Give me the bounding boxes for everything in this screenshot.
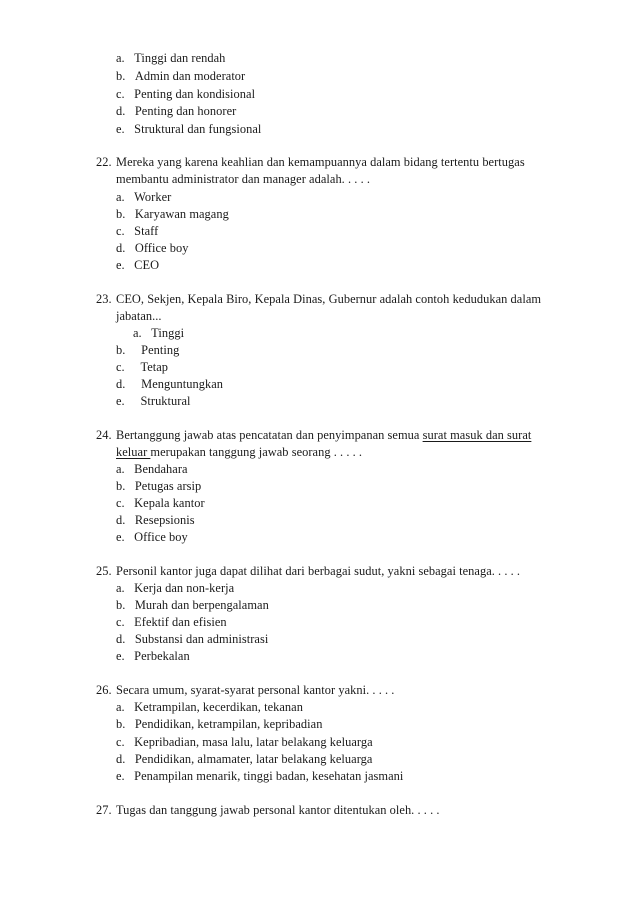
q22-text-line1: Mereka yang karena keahlian dan kemampuannya dalam bidang tertentu bertugas [116,155,525,169]
q22-option-e: e. CEO [116,258,160,272]
q25-number: 25. [96,564,112,578]
q22-option-d: d. Office boy [116,241,189,255]
q23-option-a: a. Tinggi [133,326,185,340]
q24-option-a: a. Bendahara [116,462,188,476]
q23-option-e: e. Struktural [116,394,191,408]
q27-number: 27. [96,803,112,817]
q22-option-c: c. Staff [116,224,159,238]
q23-option-d: d. Menguntungkan [116,377,224,391]
q26-number: 26. [96,683,112,697]
q23-option-c: c. Tetap [116,360,169,374]
q23-option-b: b. Penting [116,343,180,357]
q25-option-b: b. Murah dan berpengalaman [116,598,269,612]
q21-option-d: d. Penting dan honorer [116,104,237,118]
q23-text-line2: jabatan... [116,309,162,323]
q27-text-line1: Tugas dan tanggung jawab personal kantor ditentukan oleh. . . . . [116,803,440,817]
q24-option-b: b. Petugas arsip [116,479,202,493]
q26-option-b: b. Pendidikan, ketrampilan, kepribadian [116,717,323,731]
q24-underlined-phrase-2: keluar [116,445,151,459]
q26-option-c: c. Kepribadian, masa lalu, latar belakang keluarga [116,735,373,749]
q25-option-d: d. Substansi dan administrasi [116,632,269,646]
q21-option-c: c. Penting dan kondisional [116,87,256,101]
q22-text-line2: membantu administrator dan manager adalah. . . . . [116,172,371,186]
q26-option-e: e. Penampilan menarik, tinggi badan, kesehatan jasmani [116,769,404,783]
q23-text-line1: CEO, Sekjen, Kepala Biro, Kepala Dinas, Gubernur adalah contoh kedudukan dalam [116,292,542,306]
q25-option-a: a. Kerja dan non-kerja [116,581,235,595]
q24-number: 24. [96,428,112,442]
q26-option-a: a. Ketrampilan, kecerdikan, tekanan [116,700,303,714]
q25-option-e: e. Perbekalan [116,649,190,663]
q22-number: 22. [96,155,112,169]
q24-option-d: d. Resepsionis [116,513,195,527]
q24-text-line1: Bertanggung jawab atas pencatatan dan penyimpanan semua surat masuk dan surat [116,428,532,442]
q21-option-e: e. Struktural dan fungsional [116,122,262,136]
q26-text-line1: Secara umum, syarat-syarat personal kantor yakni. . . . . [116,683,395,697]
q25-option-c: c. Efektif dan efisien [116,615,227,629]
q26-option-d: d. Pendidikan, almamater, latar belakang keluarga [116,752,373,766]
q24-underlined-phrase-1: surat masuk dan surat [422,428,532,442]
q22-option-b: b. Karyawan magang [116,207,229,221]
q21-option-b: b. Admin dan moderator [116,69,246,83]
q24-option-e: e. Office boy [116,530,188,544]
q21-option-a: a. Tinggi dan rendah [116,51,226,65]
q23-number: 23. [96,292,112,306]
q22-option-a: a. Worker [116,190,172,204]
q24-text-line2: keluar merupakan tanggung jawab seorang . . . . . [116,445,363,459]
q25-text-line1: Personil kantor juga dapat dilihat dari berbagai sudut, yakni sebagai tenaga. . . . . [116,564,521,578]
q24-option-c: c. Kepala kantor [116,496,205,510]
